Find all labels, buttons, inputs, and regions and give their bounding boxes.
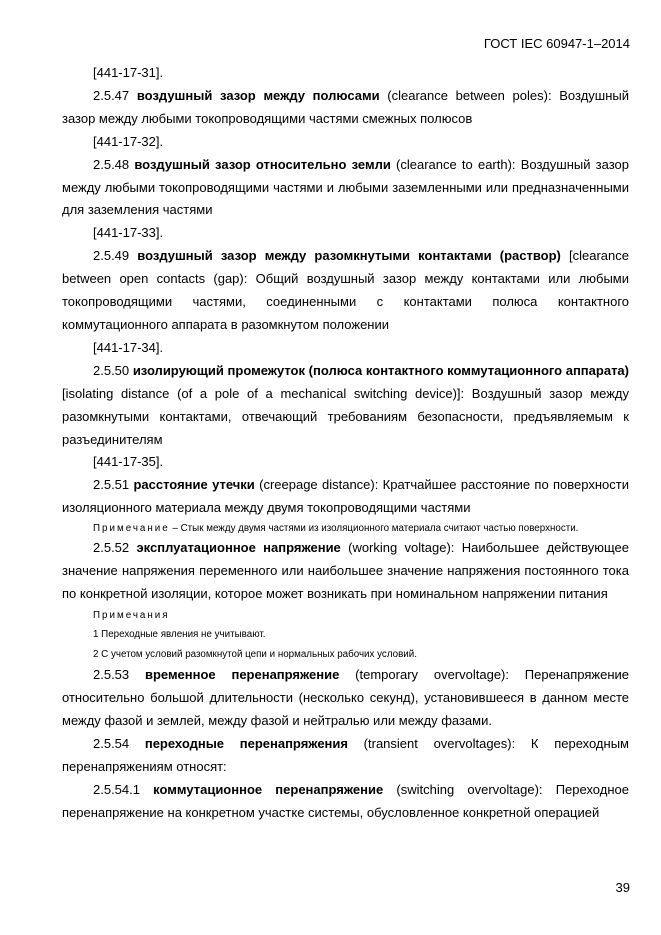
clause-number: 2.5.50 xyxy=(93,362,133,378)
clause-term: воздушный зазор между полюсами xyxy=(136,87,380,103)
clause-term: переходные перенапряжения xyxy=(144,736,348,752)
page-header-standard: ГОСТ IEC 60947-1–2014 xyxy=(483,36,630,51)
clause-definition: (temporary overvoltage): Перенапряжение относительно большой длительности (несколько секунд), установившееся в данном месте между фазой и землей, между фазой и нейтралью или между фазами. xyxy=(62,667,629,729)
reference-441-17-33: [441-17-33]. xyxy=(93,225,164,241)
clause-number: 2.5.54 xyxy=(93,736,145,752)
clause-definition: (clearance to earth): Воздушный зазор между любыми токопроводящими частями и любыми заземленными или предназначенными для заземления частями xyxy=(62,156,629,218)
clause-number: 2.5.54.1 xyxy=(93,781,154,797)
clause-number: 2.5.53 xyxy=(93,667,145,683)
clause-term: эксплуатационное напряжение xyxy=(136,540,341,556)
clause-2-5-50 xyxy=(62,360,629,452)
clause-2-5-47 xyxy=(62,85,629,131)
clause-2-5-52 xyxy=(62,537,629,606)
note-2-5-51 xyxy=(62,520,629,537)
clause-term: изолирующий промежуток (полюса контактного коммутационного аппарата) xyxy=(132,362,629,378)
clause-definition: (transient overvoltages): К переходным перенапряжениям относят: xyxy=(62,736,629,774)
clause-definition: [clearance between open contacts (gap): Общий воздушный зазор между контактами или любыми токопроводящими частями, соединенными с контактами полюса контактного коммутационного аппарата в разомкнутом положении xyxy=(62,248,629,332)
clause-number: 2.5.52 xyxy=(93,540,137,556)
clause-term: временное перенапряжение xyxy=(144,667,340,683)
note-item-1: 1 Переходные явления не учитывают. xyxy=(93,629,266,641)
clause-number: 2.5.47 xyxy=(93,87,137,103)
reference-441-17-31: [441-17-31]. xyxy=(93,65,164,80)
clause-2-5-54-1 xyxy=(62,779,629,825)
clause-definition: (clearance between poles): Воздушный зазор между любыми токопроводящими частями смежных полюсов xyxy=(62,87,629,126)
clause-definition: [isolating distance (of a pole of a mechanical switching device)]: Воздушный зазор между разомкнутыми контактами, отвечающий требованиям безопасности, предъявляемым к разъединителям xyxy=(62,385,629,447)
reference-441-17-35: [441-17-35]. xyxy=(93,454,164,470)
note-item-2: 2 С учетом условий разомкнутой цепи и нормальных рабочих условий. xyxy=(93,648,417,660)
reference-441-17-34: [441-17-34]. xyxy=(93,339,164,355)
clause-number: 2.5.51 xyxy=(93,477,134,493)
document-body xyxy=(62,62,629,825)
clause-2-5-48 xyxy=(62,154,629,223)
reference-441-17-32: [441-17-32]. xyxy=(93,133,164,149)
clause-term: расстояние утечки xyxy=(133,477,255,493)
note-label: Примечание xyxy=(93,523,170,535)
clause-definition: (switching overvoltage): Переходное перенапряжение на конкретном участке системы, обусловленное конкретной операцией xyxy=(62,781,629,820)
clause-2-5-54 xyxy=(62,733,629,779)
clause-definition: (working voltage): Наибольшее действующее значение напряжения переменного или наибольшее значение напряжения постоянного тока по конкретной изоляции, которое может возникать при номинальном напряжении питания xyxy=(62,540,629,601)
clause-2-5-51 xyxy=(62,474,629,520)
clause-2-5-49 xyxy=(62,245,629,337)
clause-term: воздушный зазор относительно земли xyxy=(134,156,391,172)
clause-number: 2.5.49 xyxy=(93,248,138,264)
clause-2-5-53 xyxy=(62,664,629,733)
clause-term: воздушный зазор между разомкнутыми контактами (раствор) xyxy=(137,248,561,264)
page-number: 39 xyxy=(615,880,630,895)
note-text: – Стык между двумя частями из изоляционного материала считают частью поверхности. xyxy=(169,523,579,535)
clause-definition: (creepage distance): Кратчайшее расстояние по поверхности изоляционного материала между двумя токопроводящими частями xyxy=(62,477,629,516)
notes-label: Примечания xyxy=(93,609,170,621)
clause-term: коммутационное перенапряжение xyxy=(153,781,384,797)
clause-number: 2.5.48 xyxy=(93,156,135,172)
